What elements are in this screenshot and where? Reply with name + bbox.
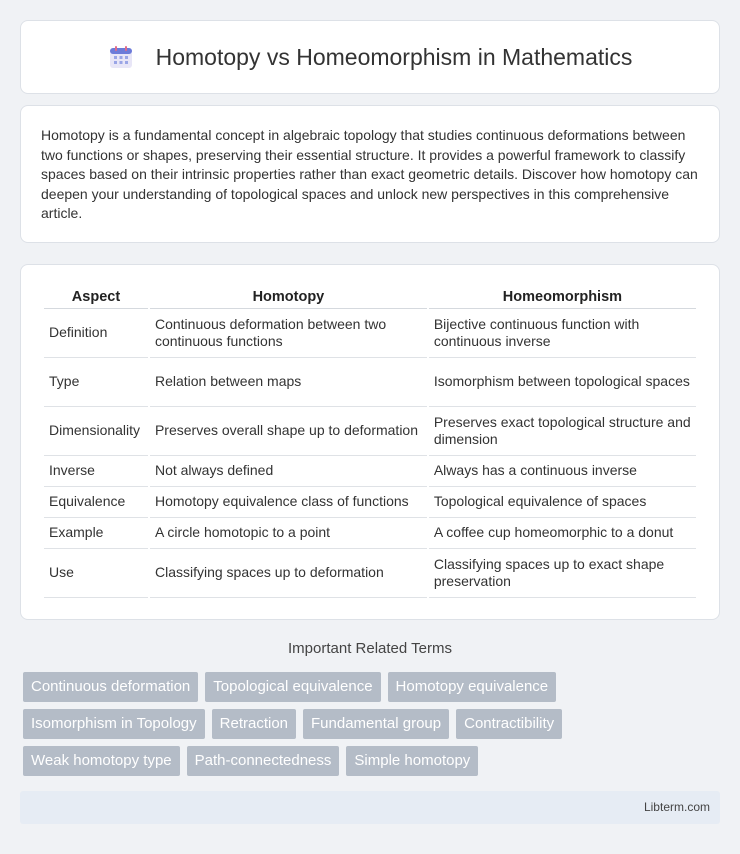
page-title: Homotopy vs Homeomorphism in Mathematics [155, 43, 633, 70]
table-cell: Classifying spaces up to exact shape preservation [429, 549, 696, 598]
table-cell: Example [44, 518, 148, 549]
intro-card [20, 105, 720, 243]
table-cell: Inverse [44, 456, 148, 487]
table-cell: Continuous deformation between two continuous functions [150, 309, 427, 358]
table-cell: Always has a continuous inverse [429, 456, 696, 487]
tag-contractibility[interactable]: Contractibility [456, 709, 562, 739]
table-cell: Dimensionality [44, 407, 148, 456]
table-cell: Type [44, 358, 148, 407]
table-row [44, 487, 696, 518]
table-cell: Topological equivalence of spaces [429, 487, 696, 518]
table-cell: Bijective continuous function with continuous inverse [429, 309, 696, 358]
table-row [44, 407, 696, 456]
related-terms-title: Important Related Terms [288, 640, 452, 657]
title-card [20, 20, 720, 94]
table-cell: Homotopy equivalence class of functions [150, 487, 427, 518]
tag-row [23, 709, 723, 739]
table-cell: Isomorphism between topological spaces [429, 358, 696, 407]
header-homeomorphism: Homeomorphism [429, 285, 696, 309]
table-row [44, 456, 696, 487]
tag-weak-homotopy-type[interactable]: Weak homotopy type [23, 746, 180, 776]
footer-brand-link[interactable]: Libterm.com [643, 800, 710, 814]
table-cell: A coffee cup homeomorphic to a donut [429, 518, 696, 549]
calendar-icon [108, 44, 134, 70]
table-row [44, 549, 696, 598]
table-cell: Definition [44, 309, 148, 358]
table-cell: Use [44, 549, 148, 598]
header-aspect: Aspect [44, 285, 148, 309]
table-row [44, 358, 696, 407]
footer [20, 791, 720, 824]
tag-continuous-deformation[interactable]: Continuous deformation [23, 672, 198, 702]
table-cell: Not always defined [150, 456, 427, 487]
tag-homotopy-equivalence[interactable]: Homotopy equivalence [388, 672, 557, 702]
table-header-row [44, 285, 696, 309]
table-row [44, 309, 696, 358]
tag-row [23, 672, 723, 702]
tag-simple-homotopy[interactable]: Simple homotopy [346, 746, 478, 776]
table-row [44, 518, 696, 549]
comparison-table [42, 285, 698, 598]
table-cell: Preserves overall shape up to deformation [150, 407, 427, 456]
tag-path-connectedness[interactable]: Path-connectedness [187, 746, 340, 776]
tag-fundamental-group[interactable]: Fundamental group [303, 709, 449, 739]
table-cell: Equivalence [44, 487, 148, 518]
tag-row [23, 746, 723, 776]
header-homotopy: Homotopy [150, 285, 427, 309]
table-cell: A circle homotopic to a point [150, 518, 427, 549]
tag-isomorphism-in-topology[interactable]: Isomorphism in Topology [23, 709, 205, 739]
table-cell: Classifying spaces up to deformation [150, 549, 427, 598]
intro-paragraph: Homotopy is a fundamental concept in algebraic topology that studies continuous deformations between two functions or shapes, preserving their essential structure. It provides a powerful framework to classify spaces based on their intrinsic properties rather than exact geometric details. Discover how homotopy can deepen your understanding of topological spaces and unlock new perspectives in this comprehensive article. [41, 127, 698, 222]
table-cell: Relation between maps [150, 358, 427, 407]
related-terms-list [23, 672, 723, 783]
tag-retraction[interactable]: Retraction [212, 709, 296, 739]
table-cell: Preserves exact topological structure and dimension [429, 407, 696, 456]
comparison-card [20, 264, 720, 620]
tag-topological-equivalence[interactable]: Topological equivalence [205, 672, 380, 702]
